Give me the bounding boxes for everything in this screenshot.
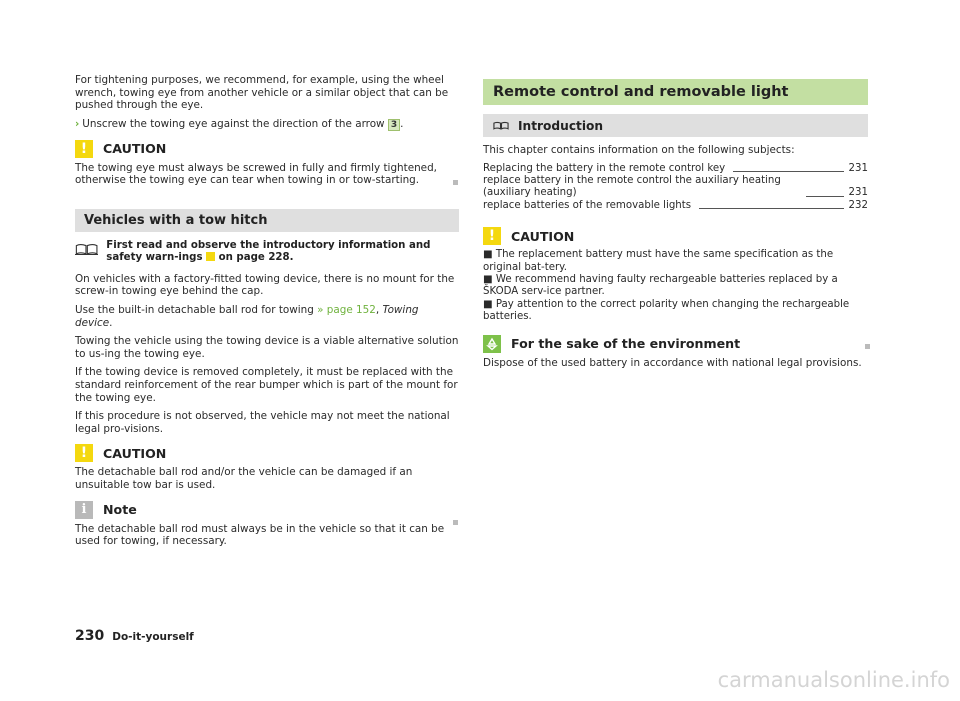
toc-leader — [699, 208, 844, 209]
read-first-text: First read and observe the introductory information and safety warn-ings — [106, 239, 431, 264]
section-end-marker — [453, 180, 458, 185]
caution-icon: ! — [75, 140, 93, 158]
caution-icon: ! — [483, 227, 501, 245]
step-arrow-icon: › — [75, 117, 80, 130]
section-title: Vehicles with a tow hitch — [75, 209, 459, 232]
section-end-marker — [453, 520, 458, 525]
info-icon: i — [75, 501, 93, 519]
paragraph-2 — [75, 304, 459, 329]
toc-entry-title: replace batteries of the removable lights — [483, 199, 692, 211]
environment-title: For the sake of the environment — [511, 336, 741, 352]
recycle-icon — [483, 335, 501, 353]
toc-leader — [733, 171, 843, 172]
caution-heading-2 — [75, 443, 459, 463]
caution-bullet: ■ Pay attention to the correct polarity when changing the rechargeable batteries. — [483, 298, 850, 323]
read-first-notice — [75, 240, 459, 265]
step-text: Unscrew the towing eye against the direction of the arrow — [82, 117, 385, 130]
paragraph-5: If this procedure is not observed, the vehicle may not meet the national legal pro-visions. — [75, 410, 450, 435]
page-footer — [75, 628, 194, 644]
environment-heading — [483, 334, 868, 354]
open-book-icon — [75, 240, 98, 258]
read-first-page: on page 228. — [218, 252, 294, 264]
watermark: carmanualsonline.info — [717, 668, 950, 692]
left-column — [75, 74, 459, 548]
toc-entry-title: replace battery in the remote control the auxiliary heating (auxiliary heating) — [483, 175, 781, 199]
caution-heading — [75, 139, 459, 159]
environment-text: Dispose of the used battery in accordance with national legal provisions. — [483, 356, 862, 369]
page-link[interactable]: » page 152 — [317, 303, 376, 316]
toc-entry-title: Replacing the battery in the remote control key — [483, 162, 726, 174]
paragraph-1: On vehicles with a factory-fitted towing device, there is no mount for the screw-in towing eye behind the cap. — [75, 272, 455, 298]
note-text: The detachable ball rod must always be in the vehicle so that it can be used for towing, if necessary. — [75, 522, 445, 548]
figure-ref-badge: 3 — [388, 119, 400, 131]
paragraph-4: If the towing device is removed completely, it must be replaced with the standard reinforcement of the rear bumper which is part of the mount for the towing eye. — [75, 366, 458, 404]
caution-title: CAUTION — [511, 228, 575, 244]
note-title: Note — [103, 502, 137, 517]
caution-title: CAUTION — [103, 141, 167, 157]
toc-entry-page: 232 — [848, 199, 868, 211]
open-book-icon — [493, 120, 509, 131]
step-instruction: › Unscrew the towing eye against the direction of the arrow 3 . — [75, 117, 404, 130]
toc-leader — [806, 196, 844, 197]
section-end-marker — [865, 344, 870, 349]
right-column — [483, 74, 868, 369]
caution-heading-right — [483, 226, 868, 246]
towing-device-ref: Towing device — [75, 303, 419, 329]
caution-title: CAUTION — [103, 445, 167, 461]
p2-sep: , — [375, 303, 380, 316]
caution-bullet: ■ We recommend having faulty rechargeable batteries replaced by a ŠKODA serv-ice partner. — [483, 274, 838, 298]
toc-list — [483, 163, 868, 213]
page-number: 230 — [75, 628, 105, 644]
paragraph-3: Towing the vehicle using the towing device is a viable alternative solution to us-ing the towing eye. — [75, 335, 459, 360]
caution-text: The towing eye must always be screwed in fully and firmly tightened, otherwise the towing eye can tear when towing in or tow-starting. — [75, 161, 437, 187]
caution-text: The detachable ball rod and/or the vehicle can be damaged if an unsuitable tow bar is used. — [75, 466, 413, 491]
intro-text: This chapter contains information on the following subjects: — [483, 144, 795, 156]
intro-paragraph: For tightening purposes, we recommend, for example, using the wheel wrench, towing eye from another vehicle or a similar object that can be pushed through the eye. — [75, 74, 449, 112]
toc-entry-page: 231 — [848, 187, 868, 199]
caution-icon: ! — [75, 444, 93, 462]
warning-mini-icon — [206, 252, 215, 261]
introduction-title: Introduction — [518, 118, 604, 133]
toc-entry[interactable] — [483, 200, 868, 212]
p2-end: . — [109, 316, 113, 329]
toc-entry[interactable] — [483, 175, 868, 200]
introduction-heading — [483, 114, 868, 137]
note-heading — [75, 500, 459, 520]
p2-text: Use the built-in detachable ball rod for towing — [75, 303, 314, 316]
caution-bullet: ■ The replacement battery must have the same specification as the original bat-tery. — [483, 249, 834, 273]
toc-entry-page: 231 — [848, 162, 868, 174]
toc-entry[interactable] — [483, 163, 868, 175]
footer-section: Do-it-yourself — [112, 631, 194, 643]
chapter-title: Remote control and removable light — [483, 79, 868, 105]
